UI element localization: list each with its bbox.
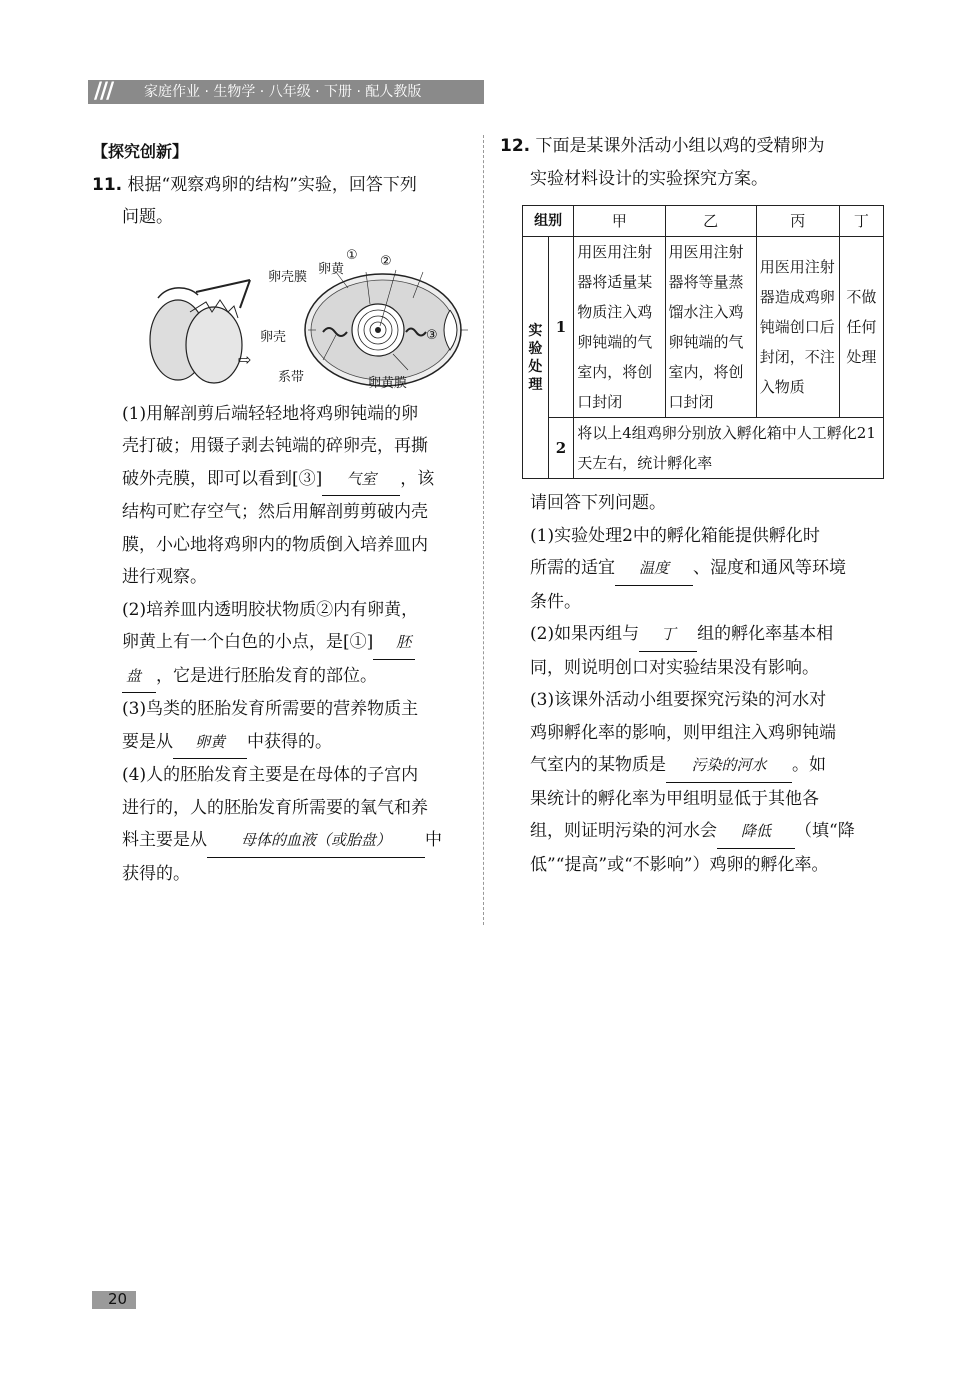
- row-label-treatment: 实验处理: [523, 237, 549, 479]
- q12-stem-line2: 实验材料设计的实验探究方案。: [530, 168, 768, 189]
- q11-p4-line3: [92, 824, 470, 858]
- answer-blastodisc-part2: 盘: [122, 660, 156, 694]
- label-shell: 卵壳: [260, 329, 287, 345]
- q12-prompt: 请回答下列问题。: [530, 493, 666, 513]
- section-title: 【探究创新】: [92, 142, 189, 161]
- q12-p3-text-e: 组，则证明污染的河水会: [530, 821, 717, 841]
- label-yolk: 卵黄: [318, 261, 345, 277]
- q12-p3-line2: 鸡卵孵化率的影响，则甲组注入鸡卵钝端: [530, 722, 836, 743]
- row-number-1: 1: [548, 237, 574, 418]
- q11-p2-line3: [92, 660, 470, 694]
- cell-c: 用医用注射器造成鸡卵钝端创口后封闭，不注入物质: [756, 237, 839, 418]
- q11-p4-line4: 获得的。: [122, 863, 190, 884]
- answer-decrease: 降低: [717, 815, 795, 849]
- q12-p3-line1: (3)该课外活动小组要探究污染的河水对: [530, 690, 827, 710]
- arrow-icon: ⇨: [238, 349, 252, 369]
- blastodisc-dot: [375, 327, 381, 333]
- column-divider: [483, 135, 484, 925]
- dissecting-needle-shape: [240, 280, 250, 308]
- q11-p3-line1: (3)鸟类的胚胎发育所需要的营养物质主: [122, 699, 419, 719]
- q12-p3-text-post: 。如: [792, 755, 826, 775]
- q11-p2-line1: (2)培养皿内透明胶状物质②内有卵黄，: [122, 599, 419, 620]
- q11-p1-line5: 膜，小心地将鸡卵内的物质倒入培养皿内: [122, 534, 428, 555]
- header-c: 丙: [756, 206, 839, 237]
- q11-p1-text: 破外壳膜，即可以看到[③]: [122, 468, 323, 489]
- header-group: 组别: [523, 206, 574, 237]
- cell-row2: 将以上4组鸡卵分别放入孵化箱中人工孵化21天左右，统计孵化率: [574, 418, 884, 479]
- left-column: [92, 136, 470, 890]
- q11-p3-text: 要是从: [122, 731, 173, 752]
- opened-egg-shape: [186, 307, 242, 383]
- q12-number: 12.: [500, 136, 531, 156]
- label-1: ①: [346, 247, 358, 263]
- q12-p3-line5: [500, 815, 890, 849]
- q12-p1-text: 所需的适宜: [530, 558, 615, 578]
- right-column: [500, 130, 890, 881]
- q11-p4-text-post: 中: [425, 830, 442, 850]
- header-title: 家庭作业 · 生物学 · 八年级 · 下册 · 配人教版: [144, 84, 422, 100]
- q12-p2-line2: 同，则说明创口对实验结果没有影响。: [530, 657, 819, 678]
- header-a: 甲: [574, 206, 665, 237]
- table-row-2: [523, 418, 884, 479]
- answer-group-ding: 丁: [639, 618, 697, 652]
- q11-p1-line2: 壳打破；用镊子剥去钝端的碎卵壳，再撕: [122, 436, 428, 456]
- q11-p1-line1: (1)用解剖剪后端轻轻地将鸡卵钝端的卵: [122, 403, 419, 424]
- q11-stem: [92, 169, 470, 202]
- q11-number: 11.: [92, 174, 123, 195]
- label-shell-membrane: 卵壳膜: [268, 269, 308, 285]
- q12-p1-text-post: 、湿度和通风等环境: [693, 558, 846, 578]
- q12-p3-line6: 低”“提高”或“不影响”）鸡卵的孵化率。: [530, 854, 829, 875]
- header-d: 丁: [839, 206, 883, 237]
- q11-p1-line4: 结构可贮存空气；然后用解剖剪剪破内壳: [122, 502, 428, 522]
- cell-b: 用医用注射器将等量蒸馏水注入鸡卵钝端的气室内，将创口封闭: [665, 237, 756, 418]
- page-number-badge: [92, 1291, 136, 1309]
- q11-p1-line3: [92, 463, 470, 497]
- q11-stem-line1: 根据“观察鸡卵的结构”实验，回答下列: [127, 174, 417, 195]
- cell-a: 用医用注射器将适量某物质注入鸡卵钝端的气室内，将创口封闭: [574, 237, 665, 418]
- header-stripes: ///: [94, 79, 113, 104]
- q12-p1-line1: (1)实验处理2中的孵化箱能提供孵化时: [530, 525, 820, 546]
- header-b: 乙: [665, 206, 756, 237]
- row-number-2: 2: [548, 418, 574, 479]
- q12-p3-line3: [500, 749, 890, 783]
- q12-p3-text: 气室内的某物质是: [530, 755, 666, 775]
- q11-stem-line2: 问题。: [122, 207, 173, 227]
- answer-air-cell: 气室: [322, 463, 400, 497]
- answer-blastodisc-part1: 胚: [373, 626, 415, 660]
- q12-p3-text-e-post: （填“降: [795, 821, 855, 841]
- answer-polluted-water: 污染的河水: [666, 749, 792, 783]
- table-header-row: [523, 206, 884, 237]
- q11-p2-line2: [92, 626, 470, 660]
- q11-p3-line2: [92, 726, 470, 760]
- forceps-shape: [196, 280, 250, 292]
- q12-p1-line3: 条件。: [530, 591, 581, 612]
- q12-p3-line4: 果统计的孵化率为甲组明显低于其他各: [530, 788, 819, 809]
- q12-stem-line1: 下面是某课外活动小组以鸡的受精卵为: [535, 136, 825, 156]
- q11-p4-text: 料主要是从: [122, 830, 207, 850]
- q12-stem: [500, 130, 890, 163]
- q11-p2-text-post: ，它是进行胚胎发育的部位。: [156, 665, 377, 686]
- q11-p1-line6: 进行观察。: [122, 567, 207, 587]
- answer-maternal-blood: 母体的血液（或胎盘）: [207, 824, 425, 858]
- q11-p2-text: 卵黄上有一个白色的小点，是[①]: [122, 632, 374, 652]
- page-number: 20: [108, 1290, 128, 1308]
- label-yolk-membrane: 卵黄膜: [368, 375, 408, 391]
- label-2: ②: [380, 253, 392, 269]
- q11-p4-line1: (4)人的胚胎发育主要是在母体的子宫内: [122, 765, 419, 785]
- q12-p2-text-post: 组的孵化率基本相: [697, 624, 834, 644]
- scissors-shape: [158, 287, 198, 297]
- label-chalaza: 系带: [278, 369, 305, 385]
- q12-p1-line2: [500, 552, 890, 586]
- cell-d: 不做任何处理: [839, 237, 883, 418]
- q12-p2-line1: [500, 618, 890, 652]
- experiment-table: [522, 205, 884, 479]
- table-row-1: [523, 237, 884, 418]
- q11-p4-line2: 进行的，人的胚胎发育所需要的氧气和养: [122, 797, 428, 818]
- q11-p3-text-post: 中获得的。: [247, 731, 332, 752]
- label-3: ③: [426, 327, 438, 343]
- answer-yolk: 卵黄: [173, 726, 247, 760]
- q12-p2-text: (2)如果丙组与: [530, 624, 640, 644]
- q11-p1-text-post: ，该: [400, 468, 435, 489]
- answer-temperature: 温度: [615, 552, 693, 586]
- egg-structure-diagram: [138, 240, 468, 390]
